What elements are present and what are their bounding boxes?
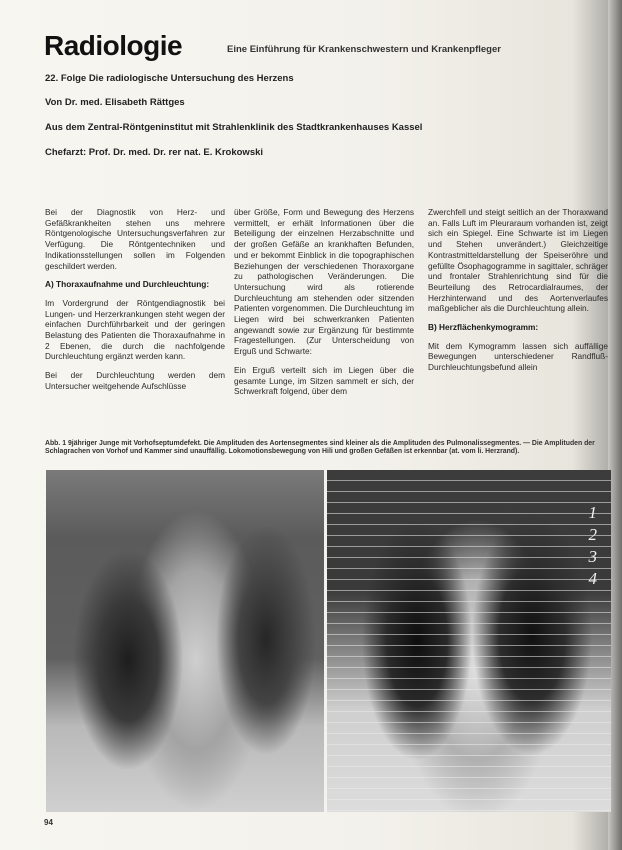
- journal-subtitle: Eine Einführung für Krankenschwestern und Krankenpfleger: [227, 44, 501, 55]
- section-heading: B) Herzflächenkymogramm:: [428, 322, 539, 333]
- text-column-3: [428, 207, 608, 381]
- kymogram-image: [327, 470, 611, 812]
- journal-title: Radiologie: [44, 30, 183, 61]
- paragraph: Zwerchfell und steigt seitlich an der Thoraxwand an. Falls Luft im Pleuraraum vorhanden ist, zeigt sich ein Spiegel. Eine Schwarte ist im Liegen und Stehen unverändert.) Gleichzeitige Kontrastmitteldarstellung der Speiseröhre und gefüllte Ösophagogramme in sagittaler, schräger und frontaler Strahlenrichtung sind für die Beurteilung des Retrocardialraumes, der Herzhinterwand und des Aortenverlaufes maßgeblicher als die Durchleuchtung allein.: [428, 207, 608, 314]
- paragraph: Im Vordergrund der Röntgendiagnostik bei Lungen- und Herzerkrankungen steht wegen der einfachen Durchführbarkeit und der geringen Belastung des Patienten die Thoraxaufnahme in 2 Ebenen, die durch die nachfolgende Durchleuchtung ergänzt werden kann.: [45, 297, 225, 362]
- kymogram-segment-labels: [589, 502, 598, 590]
- author-line: Von Dr. med. Elisabeth Rättges: [45, 97, 185, 108]
- segment-label: 3: [588, 547, 597, 566]
- figure-caption: Abb. 1 9jähriger Junge mit Vorhofseptumdefekt. Die Amplituden des Aortensegmentes sind kleiner als die Amplituden des Pulmonalissegmentes. — Die Amplituden der Schlagrachen von Vorhof und Kammer sind unauffällig. Lokomotionsbewegung von Hili und großen Gefäßen ist erkennbar (at. vom li. Herzrand).: [45, 440, 595, 456]
- chest-xray-image: [46, 470, 324, 812]
- institution-line: Aus dem Zentral-Röntgeninstitut mit Strahlenklinik des Stadtkrankenhauses Kassel: [45, 122, 423, 133]
- paragraph: über Größe, Form und Bewegung des Herzens vermittelt, er erhält Informationen über die Beteiligung der einzelnen Herzabschnitte und der großen Gefäße an krankhaften Befunden, und er bekommt Einblick in die topographischen Beziehungen der verschiedenen Thoraxorgane zu pathologischen Veränderungen. Die Untersuchung wird als rotierende Durchleuchtung am stehenden oder sitzenden Patienten vorgenommen. Die Durchleuchtung im Liegen wird bei schwerkranken Patienten angewandt sowie zur Ergänzung für bestimmte Fragestellungen. (Zur Unterscheidung von Erguß und Schwarte:: [234, 207, 414, 357]
- paragraph: Bei der Diagnostik von Herz- und Gefäßkrankheiten stehen uns mehrere Röntgenologische Untersuchungsverfahren zur Verfügung. Die Röntgentechniken und Indikationsstellungen sollen im Folgenden geschildert werden.: [45, 207, 225, 271]
- text-column-1: [45, 207, 225, 400]
- chief-line: Chefarzt: Prof. Dr. med. Dr. rer nat. E. Krokowski: [45, 147, 264, 158]
- segment-label: 1: [588, 503, 597, 522]
- paragraph: Ein Erguß verteilt sich im Liegen über die gesamte Lunge, im Sitzen sammelt er sich, der Schwerkraft folgend, über dem: [234, 364, 414, 397]
- section-heading: A) Thoraxaufnahme und Durchleuchtung:: [45, 279, 210, 290]
- page-number: 94: [44, 818, 53, 827]
- segment-label: 2: [588, 525, 597, 544]
- segment-label: 4: [588, 569, 597, 588]
- paragraph: Bei der Durchleuchtung werden dem Untersucher weitgehende Aufschlüsse: [45, 370, 225, 391]
- series-line: 22. Folge Die radiologische Untersuchung des Herzens: [45, 73, 294, 84]
- paragraph: Mit dem Kymogramm lassen sich auffällige Bewegungen unterschiedener Randfluß-Durchleuchtungsbefund allein: [428, 340, 608, 373]
- text-column-2: [234, 207, 414, 405]
